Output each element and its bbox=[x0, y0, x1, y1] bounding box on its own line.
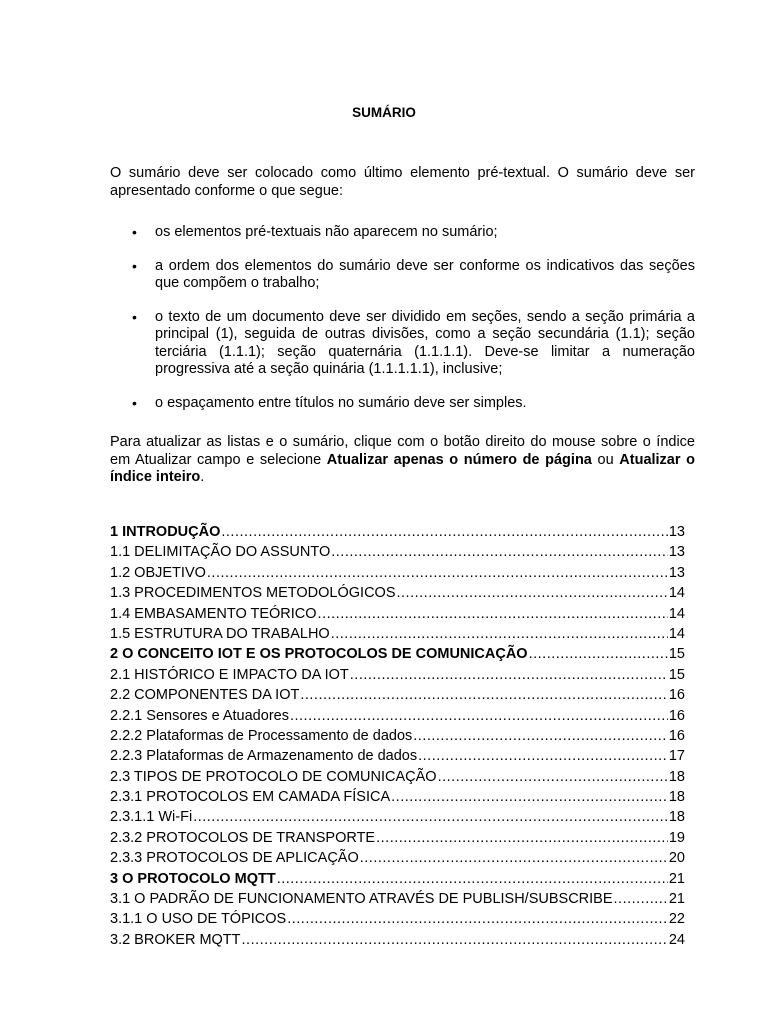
bullet-item bbox=[110, 309, 695, 379]
toc-entry-label: 3.1.1 O USO DE TÓPICOS bbox=[110, 911, 287, 928]
toc-entry-page-number: 14 bbox=[668, 625, 685, 642]
toc-leader-dots bbox=[277, 869, 668, 889]
update-text-before: Para atualizar as listas e o sumário, clique com o botão direito do mouse sobre o índice em Atualizar campo e selecione bbox=[110, 434, 695, 468]
toc-entry[interactable] bbox=[110, 909, 685, 929]
toc-entry[interactable] bbox=[110, 563, 685, 583]
toc-entry-label: 1.3 PROCEDIMENTOS METODOLÓGICOS bbox=[110, 585, 396, 602]
toc-entry[interactable] bbox=[110, 583, 685, 603]
toc-entry-label: 2.3.2 PROTOCOLOS DE TRANSPORTE bbox=[110, 829, 376, 846]
update-bold-option-2: Atualizar o índice inteiro bbox=[110, 451, 696, 485]
toc-entry-label: 1 INTRODUÇÃO bbox=[110, 524, 221, 540]
toc-entry[interactable] bbox=[110, 542, 685, 562]
toc-leader-dots bbox=[413, 726, 668, 746]
toc-entry-page-number: 24 bbox=[668, 931, 685, 948]
toc-leader-dots bbox=[438, 767, 668, 787]
toc-entry[interactable] bbox=[110, 767, 685, 787]
toc-leader-dots bbox=[318, 604, 668, 624]
toc-entry[interactable] bbox=[110, 522, 685, 542]
toc-leader-dots bbox=[287, 909, 668, 929]
bullet-icon: • bbox=[132, 224, 137, 240]
toc-entry-label: 3 O PROTOCOLO MQTT bbox=[110, 870, 276, 887]
bullet-icon: • bbox=[132, 394, 137, 411]
toc-entry[interactable] bbox=[110, 746, 685, 766]
bullet-text: o texto de um documento deve ser dividido em seções, sendo a seção primária a principal (1), seguida de outras divisões, como a seção secundária (1.1); seção terciária (1.1.1); seção quaternária (1.1.1.1). Deve-se limitar a numeração progressiva até a seção quinária (1.1.1.1.1), inclusive; bbox=[155, 308, 695, 377]
toc-entry-page-number: 17 bbox=[668, 748, 685, 765]
bullet-icon: • bbox=[132, 257, 137, 274]
toc-entry-page-number: 16 bbox=[668, 707, 685, 724]
toc-leader-dots bbox=[193, 807, 668, 827]
toc-entry[interactable] bbox=[110, 869, 685, 889]
toc-leader-dots bbox=[350, 665, 668, 685]
toc-entry[interactable] bbox=[110, 787, 685, 807]
toc-entry[interactable] bbox=[110, 930, 685, 950]
toc-leader-dots bbox=[207, 563, 668, 583]
toc-entry-label: 1.1 DELIMITAÇÃO DO ASSUNTO bbox=[110, 544, 331, 561]
toc-entry[interactable] bbox=[110, 665, 685, 685]
toc-entry-label: 2.3.1 PROTOCOLOS EM CAMADA FÍSICA bbox=[110, 789, 391, 806]
table-of-contents bbox=[110, 522, 685, 950]
update-instructions bbox=[110, 434, 695, 487]
toc-entry-label: 2.3.3 PROTOCOLOS DE APLICAÇÃO bbox=[110, 850, 359, 867]
toc-entry-label: 2.2.1 Sensores e Atuadores bbox=[110, 707, 289, 724]
bullet-item bbox=[110, 224, 695, 242]
toc-leader-dots bbox=[300, 685, 668, 705]
toc-entry-label: 2.2.3 Plataformas de Armazenamento de dados bbox=[110, 748, 418, 765]
toc-leader-dots bbox=[529, 644, 668, 664]
toc-entry-label: 2.1 HISTÓRICO E IMPACTO DA IOT bbox=[110, 666, 349, 683]
toc-entry[interactable] bbox=[110, 604, 685, 624]
toc-leader-dots bbox=[376, 828, 668, 848]
toc-leader-dots bbox=[614, 889, 668, 909]
toc-leader-dots bbox=[221, 522, 667, 542]
toc-entry-page-number: 15 bbox=[668, 666, 685, 683]
toc-entry[interactable] bbox=[110, 706, 685, 726]
bullet-text: os elementos pré-textuais não aparecem no sumário; bbox=[155, 224, 498, 240]
toc-entry-page-number: 16 bbox=[668, 727, 685, 744]
update-text-middle: ou bbox=[591, 451, 620, 468]
toc-entry-label: 1.5 ESTRUTURA DO TRABALHO bbox=[110, 625, 330, 642]
toc-leader-dots bbox=[360, 848, 668, 868]
update-text-after: . bbox=[200, 469, 205, 485]
toc-entry-page-number: 21 bbox=[668, 891, 685, 908]
bullet-text: a ordem dos elementos do sumário deve ser conforme os indicativos das seções que compõem o trabalho; bbox=[155, 257, 695, 291]
toc-entry[interactable] bbox=[110, 624, 685, 644]
toc-leader-dots bbox=[397, 583, 668, 603]
toc-leader-dots bbox=[391, 787, 668, 807]
toc-entry-label: 2.2.2 Plataformas de Processamento de dados bbox=[110, 727, 413, 744]
intro-paragraph: O sumário deve ser colocado como último elemento pré-textual. O sumário deve ser apresentado conforme o que segue: bbox=[110, 165, 695, 199]
toc-entry-label: 3.1 O PADRÃO DE FUNCIONAMENTO ATRAVÉS DE PUBLISH/SUBSCRIBE bbox=[110, 891, 613, 908]
page-title: SUMÁRIO bbox=[352, 105, 416, 120]
toc-entry[interactable] bbox=[110, 807, 685, 827]
toc-entry[interactable] bbox=[110, 828, 685, 848]
toc-leader-dots bbox=[331, 624, 668, 644]
toc-entry-page-number: 15 bbox=[668, 646, 685, 663]
toc-entry-page-number: 16 bbox=[668, 687, 685, 704]
toc-entry-label: 3.2 BROKER MQTT bbox=[110, 931, 241, 948]
toc-entry-page-number: 14 bbox=[668, 585, 685, 602]
bullet-icon: • bbox=[132, 308, 137, 325]
toc-entry-page-number: 13 bbox=[668, 544, 685, 561]
toc-entry-label: 2.3 TIPOS DE PROTOCOLO DE COMUNICAÇÃO bbox=[110, 768, 437, 785]
toc-entry-label: 2.3.1.1 Wi-Fi bbox=[110, 809, 193, 826]
toc-entry-page-number: 13 bbox=[668, 524, 685, 540]
toc-entry[interactable] bbox=[110, 685, 685, 705]
toc-entry-label: 1.4 EMBASAMENTO TEÓRICO bbox=[110, 605, 317, 622]
toc-entry[interactable] bbox=[110, 644, 685, 664]
toc-leader-dots bbox=[331, 542, 668, 562]
bullet-text: o espaçamento entre títulos no sumário deve ser simples. bbox=[155, 394, 527, 411]
toc-entry[interactable] bbox=[110, 889, 685, 909]
toc-entry-label: 1.2 OBJETIVO bbox=[110, 564, 206, 581]
toc-entry-page-number: 14 bbox=[668, 605, 685, 622]
toc-leader-dots bbox=[290, 706, 668, 726]
toc-leader-dots bbox=[418, 746, 668, 766]
toc-entry-label: 2 O CONCEITO IOT E OS PROTOCOLOS DE COMUNICAÇÃO bbox=[110, 646, 528, 663]
toc-entry-page-number: 19 bbox=[668, 829, 685, 846]
toc-entry[interactable] bbox=[110, 726, 685, 746]
toc-entry[interactable] bbox=[110, 848, 685, 868]
toc-leader-dots bbox=[242, 930, 668, 950]
toc-entry-page-number: 18 bbox=[668, 789, 685, 806]
toc-entry-page-number: 18 bbox=[668, 809, 685, 826]
bullet-item bbox=[110, 395, 695, 413]
toc-entry-page-number: 20 bbox=[668, 850, 685, 867]
toc-entry-label: 2.2 COMPONENTES DA IOT bbox=[110, 687, 300, 704]
bullet-list bbox=[110, 224, 695, 428]
bullet-item bbox=[110, 258, 695, 293]
update-bold-option-1: Atualizar apenas o número de página bbox=[326, 451, 592, 468]
toc-entry-page-number: 21 bbox=[668, 870, 685, 887]
toc-entry-page-number: 22 bbox=[668, 911, 685, 928]
toc-entry-page-number: 13 bbox=[668, 564, 685, 581]
toc-entry-page-number: 18 bbox=[668, 768, 685, 785]
